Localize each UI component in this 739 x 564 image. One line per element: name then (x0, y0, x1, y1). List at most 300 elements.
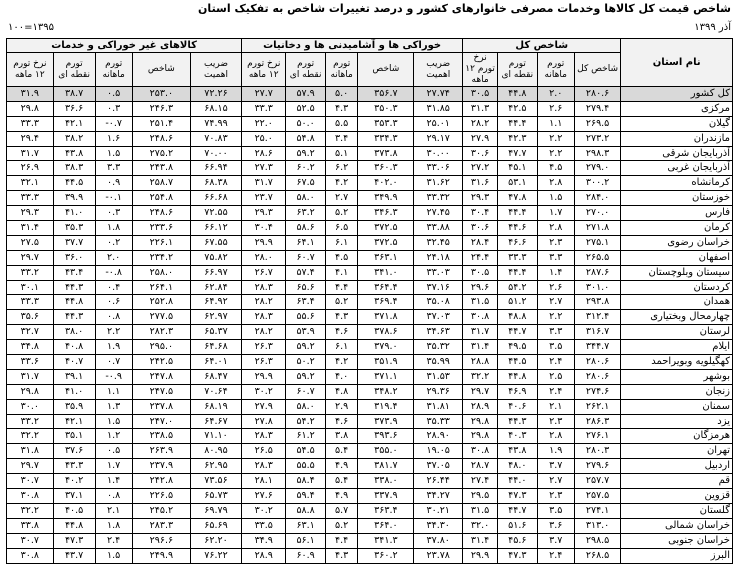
table-cell: ۵.۴ (325, 444, 358, 459)
table-cell: ۲۷.۹ (242, 399, 286, 414)
table-cell: ۳۸.۳ (53, 161, 95, 176)
table-cell: ۳.۸ (325, 429, 358, 444)
header-monthly: تورم ماهانه (537, 53, 574, 87)
table-cell: ۳۱.۷ (7, 146, 54, 161)
table-cell: ۳۳۸.۰ (358, 474, 414, 489)
table-cell: ۳۲.۱ (7, 176, 54, 191)
table-cell: ۶۶.۶۸ (190, 191, 241, 206)
table-cell: ۲۹.۶ (463, 280, 498, 295)
table-cell: ۳.۷ (537, 533, 574, 548)
table-cell: ۶۳.۲ (286, 206, 326, 221)
table-cell: ۲۷۹.۶ (574, 459, 621, 474)
table-cell: ۵۸.۰ (286, 399, 326, 414)
table-cell: ۵۸.۴ (286, 474, 326, 489)
table-cell: ۳۶۴.۴ (358, 280, 414, 295)
table-cell: ۳۷۲.۵ (358, 235, 414, 250)
province-name: هرمزگان (621, 429, 733, 444)
table-cell: ۶۲.۹۵ (190, 459, 241, 474)
province-name: کرمان (621, 221, 733, 236)
table-cell: ۲۳۴.۲ (132, 250, 190, 265)
table-cell: ۶۰.۲ (286, 161, 326, 176)
table-cell: ۲۵.۰ (242, 131, 286, 146)
table-cell: ۲.۶ (537, 280, 574, 295)
table-cell: ۱.۵ (95, 548, 132, 563)
table-cell: ۲۹۸.۵ (574, 533, 621, 548)
table-cell: ۳۳۴.۳ (358, 131, 414, 146)
province-name: قم (621, 474, 733, 489)
table-cell: ۵۴.۲ (286, 414, 326, 429)
header-group-food: خوراکی ها و آشامیدنی ها و دخانیات (242, 39, 463, 53)
table-row (7, 131, 733, 146)
table-cell: ۶۶.۹۷ (190, 265, 241, 280)
table-cell: ۳۰.۲۱ (414, 503, 463, 518)
table-cell: ۲۷.۶ (242, 489, 286, 504)
table-cell: ۶۲.۲۰ (190, 533, 241, 548)
table-cell: ۵۸.۸ (286, 503, 326, 518)
table-cell: ۴۰.۷ (53, 355, 95, 370)
table-cell: ۵۳.۱ (498, 176, 538, 191)
table-cell: ۰.۲ (95, 235, 132, 250)
table-cell: ۴۳.۸ (498, 444, 538, 459)
table-cell: ۳۱۶.۷ (574, 325, 621, 340)
table-cell: ۳۳.۳ (7, 191, 54, 206)
province-name: مرکزی (621, 101, 733, 116)
table-cell: ۳۰.۷ (7, 533, 54, 548)
table-cell: ۱.۷ (537, 206, 574, 221)
table-cell: ۳۱.۷ (463, 325, 498, 340)
table-cell: ۲.۲ (537, 310, 574, 325)
province-name: گیلان (621, 116, 733, 131)
table-cell: ۷۴.۹۹ (190, 116, 241, 131)
table-cell: ۲۹.۳۶ (414, 384, 463, 399)
table-cell: ۶۰.۷ (286, 384, 326, 399)
table-cell: ۱.۷ (95, 459, 132, 474)
table-cell: ۶۲.۸۴ (190, 280, 241, 295)
table-cell: ۴۰.۵ (53, 503, 95, 518)
table-cell: ۳۱.۹ (7, 87, 54, 102)
table-cell: ۳۷۳.۸ (358, 146, 414, 161)
table-cell: ۴۳.۳ (53, 459, 95, 474)
table-cell: ۲.۷ (325, 191, 358, 206)
table-row (7, 295, 733, 310)
table-cell: ۲۸.۳ (242, 429, 286, 444)
table-cell: ۲۳.۷ (242, 191, 286, 206)
table-cell: ۱.۶ (95, 131, 132, 146)
table-cell: ۵۴.۵ (286, 444, 326, 459)
table-cell: ۰.۵ (95, 444, 132, 459)
table-cell: ۴۴.۴ (498, 265, 538, 280)
table-cell: ۲۹.۳ (7, 206, 54, 221)
table-cell: ۶۷.۵ (286, 176, 326, 191)
table-cell: ۴۷.۳ (498, 548, 538, 563)
table-cell: ۳۱.۵ (463, 295, 498, 310)
table-cell: ۶۴.۶۸ (190, 340, 241, 355)
table-cell: ۳۴.۲۷ (414, 489, 463, 504)
province-name: آذربایجان غربی (621, 161, 733, 176)
table-cell: ۴۴.۴ (498, 206, 538, 221)
table-cell: ۱.۲ (95, 429, 132, 444)
table-cell: ۴۷.۳ (53, 533, 95, 548)
table-cell: ۶.۲ (325, 161, 358, 176)
table-cell: ۱.۹ (95, 340, 132, 355)
table-cell: ۲۹.۸ (463, 429, 498, 444)
table-cell: ۲۷۱.۸ (574, 221, 621, 236)
table-cell: ۳۳.۸۸ (414, 221, 463, 236)
header-point: تورم نقطه ای (53, 53, 95, 87)
table-row (7, 399, 733, 414)
table-cell: ۲.۸ (537, 176, 574, 191)
table-cell: ۴.۳ (325, 310, 358, 325)
table-cell: ۳۸۱.۷ (358, 459, 414, 474)
header-annual: نرخ تورم ۱۲ ماهه (463, 53, 498, 87)
province-name: آذربایجان شرقی (621, 146, 733, 161)
table-row (7, 206, 733, 221)
table-cell: ۳۶۳.۴ (358, 503, 414, 518)
table-cell: ۶۵.۶۹ (190, 518, 241, 533)
province-name: چهارمحال وبختیاری (621, 310, 733, 325)
table-cell: ۷۲.۵۵ (190, 206, 241, 221)
table-cell: ۳۰.۰۰ (414, 146, 463, 161)
table-row (7, 518, 733, 533)
table-cell: ۲.۸ (537, 429, 574, 444)
table-row (7, 355, 733, 370)
table-cell: ۴۲.۱ (53, 414, 95, 429)
table-cell: ۵۹.۲ (286, 340, 326, 355)
header-index: شاخص (132, 53, 190, 87)
table-cell: ۲.۳ (537, 489, 574, 504)
table-cell: ۲۶.۵ (242, 444, 286, 459)
table-cell: ۴.۲ (325, 176, 358, 191)
table-cell: ۲۵۸.۷ (132, 176, 190, 191)
table-cell: ۱.۴ (537, 265, 574, 280)
table-cell: ۲۴۲.۵ (132, 355, 190, 370)
table-cell: ۲۸.۹۰ (414, 429, 463, 444)
table-cell: ۰.۹- (95, 369, 132, 384)
table-cell: ۳۲.۲ (463, 369, 498, 384)
table-cell: ۲۹.۵ (463, 489, 498, 504)
table-cell: ۰.۱- (95, 191, 132, 206)
table-cell: ۳۰.۵ (463, 265, 498, 280)
table-cell: ۶.۱ (325, 340, 358, 355)
table-cell: ۳.۳ (95, 161, 132, 176)
table-row (7, 280, 733, 295)
table-cell: ۲.۴ (95, 533, 132, 548)
province-name: کهگیلویه وبویراحمد (621, 355, 733, 370)
table-row (7, 474, 733, 489)
table-cell: ۷۶.۲۲ (190, 548, 241, 563)
table-cell: ۳۱.۴ (7, 221, 54, 236)
table-cell: ۲۶۴.۱ (132, 280, 190, 295)
table-cell: ۴۰۲.۰ (358, 176, 414, 191)
table-cell: ۴.۰ (325, 369, 358, 384)
table-cell: ۲۸۳.۳ (132, 518, 190, 533)
table-cell: ۳۶.۶ (53, 101, 95, 116)
table-cell: ۰.۹ (95, 176, 132, 191)
table-cell: ۲۴۶.۳ (132, 101, 190, 116)
table-cell: ۶۳.۴ (286, 295, 326, 310)
table-cell: ۲۹.۱۷ (414, 131, 463, 146)
table-cell: ۳۰.۲ (242, 503, 286, 518)
table-cell: ۲۷.۸ (242, 414, 286, 429)
table-cell: ۲۷۹.۴ (574, 101, 621, 116)
table-cell: ۲.۵ (537, 369, 574, 384)
table-cell: ۳.۷ (537, 459, 574, 474)
table-cell: ۰.۷ (95, 355, 132, 370)
table-cell: ۳۰.۸ (7, 489, 54, 504)
table-row (7, 429, 733, 444)
header-monthly: تورم ماهانه (325, 53, 358, 87)
table-cell: ۳۱.۷ (7, 369, 54, 384)
table-row (7, 161, 733, 176)
table-cell: ۸۰.۹۵ (190, 444, 241, 459)
table-cell: ۶۳.۱ (286, 518, 326, 533)
table-cell: ۲۲۶.۱ (132, 235, 190, 250)
table-cell: ۳۰.۸ (463, 444, 498, 459)
province-name: فارس (621, 206, 733, 221)
table-cell: ۲۲.۰ (242, 116, 286, 131)
table-cell: ۵.۷ (325, 503, 358, 518)
table-cell: ۳۳.۸ (7, 518, 54, 533)
table-cell: ۲۷.۳ (242, 161, 286, 176)
table-cell: ۳۵۳.۳ (358, 116, 414, 131)
table-row (7, 533, 733, 548)
table-cell: ۵۴.۸ (286, 131, 326, 146)
table-cell: ۳۷۸.۶ (358, 325, 414, 340)
table-cell: ۲۹.۸ (7, 384, 54, 399)
table-cell: ۳۲.۰ (463, 518, 498, 533)
table-cell: ۴۲.۱ (53, 116, 95, 131)
table-cell: ۳۶.۰ (53, 250, 95, 265)
table-cell: ۶۰.۹ (286, 548, 326, 563)
table-cell: ۲۷۶.۱ (574, 429, 621, 444)
table-cell: ۵۶.۱ (286, 533, 326, 548)
table-cell: ۲.۳ (537, 414, 574, 429)
table-cell: ۴۰.۳ (498, 429, 538, 444)
table-cell: ۴۸.۰ (498, 459, 538, 474)
header-point: تورم نقطه ای (498, 53, 538, 87)
table-cell: ۴۴.۸ (53, 295, 95, 310)
table-cell: ۲.۰ (537, 87, 574, 102)
table-cell: ۲۷.۵ (7, 235, 54, 250)
table-cell: ۳۱.۵ (463, 503, 498, 518)
table-cell: ۱.۵ (537, 191, 574, 206)
table-cell: ۵.۲ (325, 518, 358, 533)
table-cell: ۲۴.۱۸ (414, 250, 463, 265)
table-cell: ۲۸۰.۶ (574, 87, 621, 102)
table-cell: ۴۳.۷ (53, 548, 95, 563)
table-cell: ۲.۳ (537, 235, 574, 250)
period-label: آذر ۱۳۹۹ (694, 22, 731, 33)
table-cell: ۵۱.۲ (498, 295, 538, 310)
table-cell: ۴۶.۶ (498, 235, 538, 250)
base-year-label: ۱۳۹۵=۱۰۰ (8, 22, 54, 33)
table-cell: ۲۵۱.۴ (132, 116, 190, 131)
table-cell: ۲۲۶.۵ (132, 489, 190, 504)
table-cell: ۱.۳ (95, 399, 132, 414)
table-cell: ۲۴۷.۵ (132, 384, 190, 399)
table-cell: ۵۸.۶ (286, 221, 326, 236)
table-cell: ۵۵.۵ (286, 459, 326, 474)
table-cell: ۳۵.۱ (53, 429, 95, 444)
table-cell: ۳۰۰.۲ (574, 176, 621, 191)
table-cell: ۳۳.۲ (7, 414, 54, 429)
table-cell: ۴۴.۷ (498, 325, 538, 340)
table-cell: ۲۵۲.۸ (132, 295, 190, 310)
table-cell: ۲۵۳.۰ (132, 87, 190, 102)
table-cell: ۴.۵ (325, 250, 358, 265)
table-cell: ۴۳.۴ (53, 265, 95, 280)
table-row (7, 489, 733, 504)
table-row (7, 414, 733, 429)
table-cell: ۶۵.۷۳ (190, 489, 241, 504)
table-cell: ۳۷۹.۰ (358, 340, 414, 355)
table-cell: ۷۲.۲۶ (190, 87, 241, 102)
table-cell: ۲۷۰.۰ (574, 206, 621, 221)
table-cell: ۳۴۸.۲ (358, 384, 414, 399)
table-cell: ۲۶۲.۱ (574, 399, 621, 414)
table-cell: ۶۵.۳۷ (190, 325, 241, 340)
table-cell: ۳۳.۶ (7, 355, 54, 370)
table-cell: ۳۶۹.۴ (358, 295, 414, 310)
table-cell: ۱.۴ (95, 474, 132, 489)
table-cell: ۳۱.۸ (7, 444, 54, 459)
table-cell: ۴.۴ (325, 280, 358, 295)
table-cell: ۰.۶ (95, 295, 132, 310)
table-cell: ۲۴۸.۶ (132, 131, 190, 146)
table-cell: ۴۴.۵ (498, 355, 538, 370)
province-name: کل کشور (621, 87, 733, 102)
table-cell: ۳۰.۶ (463, 221, 498, 236)
table-row (7, 250, 733, 265)
table-cell: ۲۸.۰ (242, 250, 286, 265)
province-name: خراسان جنوبی (621, 533, 733, 548)
table-cell: ۳۳.۰۳ (414, 265, 463, 280)
table-cell: ۴.۳ (325, 548, 358, 563)
table-row (7, 384, 733, 399)
table-cell: ۲۶۸.۵ (574, 548, 621, 563)
table-cell: ۶۴.۱ (286, 235, 326, 250)
table-cell: ۲۹.۸ (463, 414, 498, 429)
table-cell: ۴.۵ (537, 161, 574, 176)
table-cell: ۲۳۸.۵ (132, 429, 190, 444)
table-cell: ۲۴۷.۰ (132, 414, 190, 429)
table-cell: ۳۸.۲ (53, 131, 95, 146)
province-name: سیستان وبلوچستان (621, 265, 733, 280)
province-name: البرز (621, 548, 733, 563)
header-weight: ضریب اهمیت (190, 53, 241, 87)
table-cell: ۰.۸- (95, 265, 132, 280)
table-cell: ۳۷.۷ (53, 235, 95, 250)
table-cell: ۳۰۱.۰ (574, 280, 621, 295)
table-cell: ۴۵.۶ (498, 533, 538, 548)
table-cell: ۶۰.۷ (286, 250, 326, 265)
table-cell: ۳۱.۷ (242, 176, 286, 191)
table-cell: ۴۷.۷ (498, 146, 538, 161)
table-cell: ۲۸.۲ (242, 325, 286, 340)
table-cell: ۳.۳ (537, 325, 574, 340)
table-cell: ۳۴.۳۰ (414, 518, 463, 533)
table-cell: ۲۷.۷ (242, 87, 286, 102)
table-cell: ۶.۱ (325, 235, 358, 250)
table-row (7, 265, 733, 280)
table-cell: ۳۰.۵ (463, 87, 498, 102)
table-cell: ۱.۸ (95, 518, 132, 533)
table-cell: ۲.۷ (537, 295, 574, 310)
header-monthly: تورم ماهانه (95, 53, 132, 87)
table-cell: ۳۷.۰۳ (414, 310, 463, 325)
table-cell: ۳۱.۴ (463, 340, 498, 355)
table-cell: ۲۹.۷ (7, 250, 54, 265)
table-cell: ۵۴.۲ (498, 280, 538, 295)
table-cell: ۳۷.۸۰ (414, 533, 463, 548)
table-cell: ۲۸.۳ (242, 459, 286, 474)
table-cell: ۰.۴ (95, 280, 132, 295)
table-row (7, 503, 733, 518)
table-cell: ۲۶۹.۵ (574, 116, 621, 131)
table-row (7, 191, 733, 206)
table-cell: ۲۸.۱ (242, 474, 286, 489)
table-row (7, 325, 733, 340)
table-cell: ۲۶.۷ (242, 265, 286, 280)
table-cell: ۴۱.۰ (53, 206, 95, 221)
table-cell: ۴۶.۹ (498, 384, 538, 399)
table-cell: ۳۳.۳ (7, 295, 54, 310)
header-weight: ضریب اهمیت (414, 53, 463, 87)
table-cell: ۲۸۰.۶ (574, 369, 621, 384)
table-cell: ۲۴۳.۸ (132, 161, 190, 176)
province-name: خراسان شمالی (621, 518, 733, 533)
table-cell: ۴۷.۳ (498, 489, 538, 504)
table-cell: ۲.۲ (95, 325, 132, 340)
table-cell: ۵۹.۲ (286, 146, 326, 161)
table-cell: ۲.۲ (537, 146, 574, 161)
table-cell: ۲۷.۹ (463, 131, 498, 146)
table-cell: ۴۷.۸ (498, 191, 538, 206)
table-cell: ۳۰.۰ (7, 399, 54, 414)
table-cell: ۳۹.۹ (53, 191, 95, 206)
table-cell: ۲۷.۲ (463, 161, 498, 176)
table-cell: ۲۹.۷ (463, 384, 498, 399)
table-row (7, 310, 733, 325)
province-name: یزد (621, 414, 733, 429)
table-cell: ۳۰.۶ (463, 146, 498, 161)
table-cell: ۳۵.۹۹ (414, 355, 463, 370)
table-cell: ۲۵۷.۵ (574, 489, 621, 504)
table-cell: ۴.۲ (325, 355, 358, 370)
table-cell: ۶۴.۹۲ (190, 295, 241, 310)
table-cell: ۳۰.۲ (242, 384, 286, 399)
table-cell: ۱.۹ (537, 444, 574, 459)
table-cell: ۴۲.۳ (498, 131, 538, 146)
table-cell: ۶۴.۰۱ (190, 355, 241, 370)
table-cell: ۲۸.۳ (242, 280, 286, 295)
table-cell: ۵۱.۶ (498, 518, 538, 533)
table-cell: ۳۷۲.۵ (358, 221, 414, 236)
table-cell: ۳۳.۲ (7, 265, 54, 280)
table-row (7, 176, 733, 191)
inflation-table (6, 38, 733, 564)
header-point: تورم نقطه ای (286, 53, 326, 87)
table-cell: ۷۰.۰۰ (190, 146, 241, 161)
table-cell: ۳۷۱.۸ (358, 310, 414, 325)
table-cell: ۳۷.۱ (53, 489, 95, 504)
table-cell: ۰.۳ (95, 101, 132, 116)
table-cell: ۱.۱ (95, 384, 132, 399)
table-cell: ۴.۶ (325, 325, 358, 340)
table-row (7, 146, 733, 161)
table-cell: ۶۲.۹۷ (190, 310, 241, 325)
table-cell: ۴۴.۶ (498, 221, 538, 236)
